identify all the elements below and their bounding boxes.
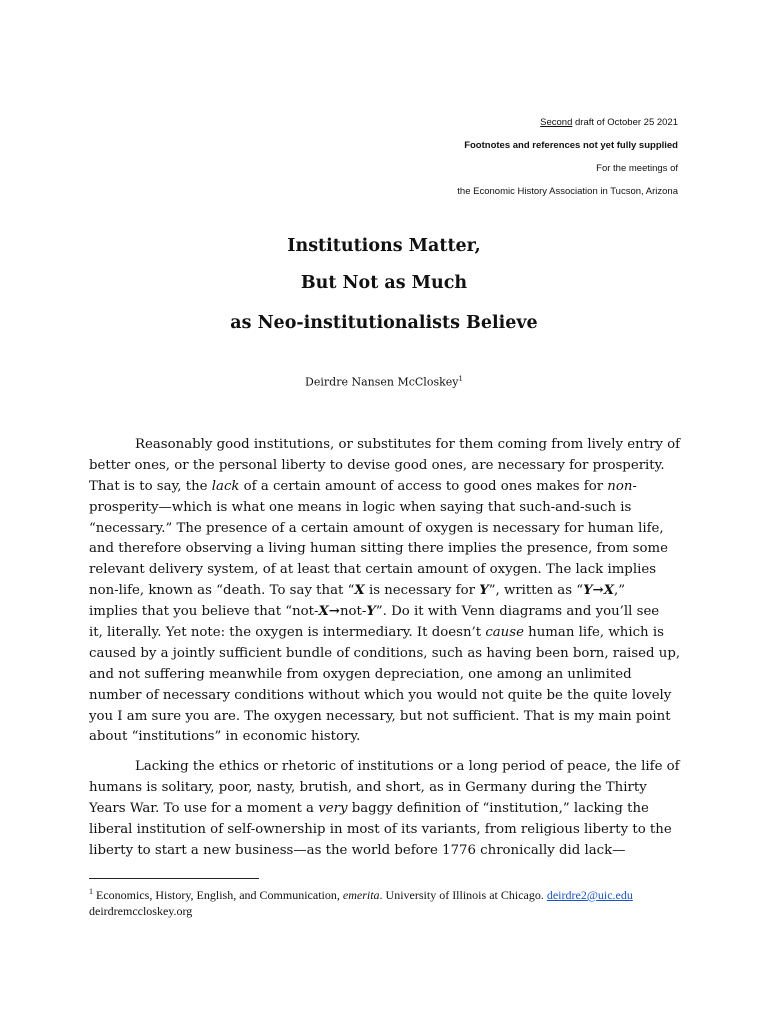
p1-line: “necessary.” The presence of a certain amount of oxygen is necessary for human life,: [89, 520, 664, 536]
title-line-1: Institutions Matter,: [287, 236, 481, 256]
draft-word: Second: [540, 117, 573, 128]
draft-rest: draft of October 25 2021: [572, 117, 678, 128]
p1-line: prosperity—which is what one means in logic when saying that such-and-such is: [89, 499, 632, 515]
title-line-2: But Not as Much: [300, 273, 468, 293]
italic-span: cause: [485, 625, 524, 641]
author-footnote-mark: 1: [458, 375, 463, 383]
italic-span: very: [318, 800, 348, 816]
p1-line: [89, 581, 679, 602]
association-line: the Economic History Association in Tucson, Arizona: [457, 186, 678, 197]
text-span: ”, written as “: [488, 583, 584, 599]
p1-line: [89, 477, 679, 498]
text-span: human life, which is: [523, 625, 664, 641]
author-byline: [0, 375, 768, 389]
p1-line: and not suffering meanwhile from oxygen depreciation, one among an unlimited: [89, 666, 632, 682]
p1-line: number of necessary conditions without which you would not quite be the quite lovely: [89, 687, 672, 703]
p2-line: humans is solitary, poor, nasty, brutish, and short, as in Germany during the Thirty: [89, 779, 647, 795]
text-span: it, literally. Yet note: the oxygen is intermediary. It doesn’t: [89, 625, 486, 641]
italic-span: non-: [607, 478, 637, 494]
bold-italic-span: Y: [366, 604, 376, 620]
p1-line: relevant delivery system, of at least that certain amount of oxygen. The lack implies: [89, 562, 657, 578]
title-line-3: as Neo-institutionalists Believe: [230, 313, 538, 333]
italic-span: lack: [211, 478, 240, 494]
text-span: is necessary for: [364, 583, 480, 599]
footnote: [89, 884, 689, 919]
p1-line: and therefore observing a living human sitting there implies the presence, from some: [89, 541, 668, 557]
bold-italic-span: X→: [318, 604, 340, 620]
text-span: baggy definition of “institution,” lacking the: [347, 800, 649, 816]
text-span: not-: [339, 604, 367, 620]
p1-line: better ones, or the personal liberty to devise good ones, are necessary for prosperity.: [89, 457, 665, 473]
text-span: . University of Illinois at Chicago.: [379, 888, 547, 902]
p1-line: about “institutions” in economic history.: [89, 729, 361, 745]
bold-italic-span: Y: [479, 583, 489, 599]
text-span: ”. Do it with Venn diagrams and you’ll see: [375, 604, 660, 620]
meetings-line: For the meetings of: [596, 163, 678, 174]
bold-italic-span: X: [354, 583, 365, 599]
p2-line: [89, 799, 679, 820]
p2-line: liberal institution of self-ownership in most of its variants, from religious liberty to the: [89, 821, 672, 837]
text-span: Years War. To use for a moment a: [89, 800, 319, 816]
text-span: implies that you believe that “not-: [89, 604, 319, 620]
footnote-mark: 1: [89, 887, 93, 896]
bold-italic-span: Y→X: [583, 583, 615, 599]
p2-line: liberty to start a new business—as the world before 1776 chronically did lack—: [89, 842, 626, 858]
p1-line: [89, 602, 679, 623]
text-span: That is to say, the: [89, 478, 212, 494]
email-link[interactable]: deirdre2@uic.edu: [546, 888, 633, 902]
footnote-note: Footnotes and references not yet fully supplied: [464, 140, 678, 151]
text-span: non-life, known as “death. To say that “: [89, 583, 355, 599]
text-span: of a certain amount of access to good ones makes for: [239, 478, 608, 494]
p1-line: caused by a jointly sufficient bundle of conditions, such as having been born, raised up,: [89, 645, 681, 661]
website-text: deirdremccloskey.org: [89, 904, 193, 918]
author-name: Deirdre Nansen McCloskey: [305, 375, 459, 389]
italic-span: emerita: [342, 888, 380, 902]
footnote-line-1: [89, 884, 689, 903]
p2-line: Lacking the ethics or rhetoric of institutions or a long period of peace, the life of: [135, 759, 680, 774]
p1-line: Reasonably good institutions, or substitutes for them coming from lively entry of: [135, 437, 681, 452]
text-span: Economics, History, English, and Communication,: [93, 888, 343, 902]
text-span: ,”: [614, 583, 626, 599]
p1-line: you I am sure you are. The oxygen necessary, but not sufficient. That is my main point: [89, 708, 671, 724]
paragraph-1: [89, 435, 679, 748]
paragraph-2: [89, 757, 679, 861]
p1-line: [89, 623, 679, 644]
draft-line: [540, 117, 678, 128]
footnote-divider: [89, 878, 259, 879]
